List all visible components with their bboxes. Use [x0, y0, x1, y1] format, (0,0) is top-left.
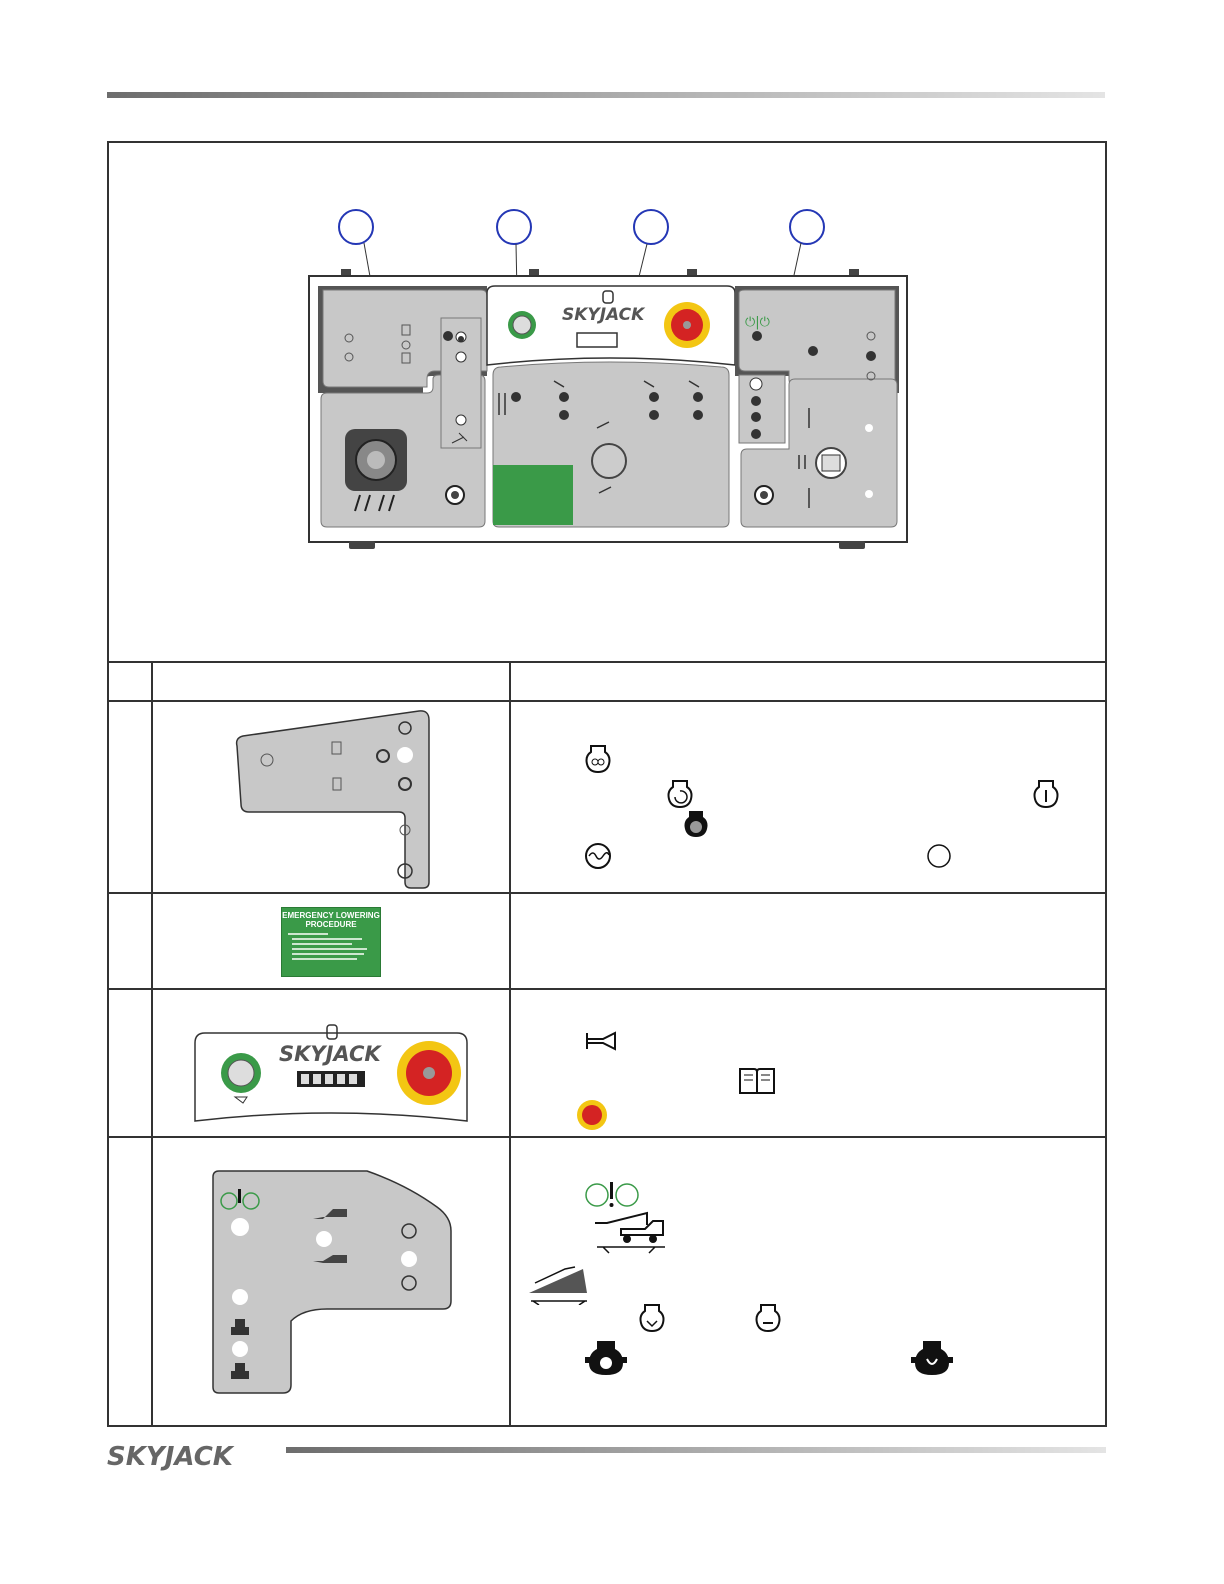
table-top-border	[109, 661, 1105, 663]
manual-book-icon	[737, 1065, 777, 1097]
console-brand: SKYJACK	[562, 305, 645, 325]
emergency-lowering-decal	[281, 907, 381, 977]
table-header-border	[109, 700, 1105, 702]
emergency-decal-title-2: PROCEDURE	[305, 920, 357, 929]
center-plate-decal	[191, 1021, 471, 1131]
axle-unlocked-icon	[909, 1337, 955, 1379]
boom-swing-icon	[591, 1209, 671, 1259]
document-frame	[107, 141, 1107, 1427]
console-body	[309, 269, 907, 549]
header-rule	[107, 92, 1105, 98]
row-1-border	[109, 892, 1105, 894]
engine-glow-plug-icon	[583, 742, 613, 774]
speed-high-icon	[637, 1301, 667, 1333]
emergency-decal-title-1: EMERGENCY LOWERING	[282, 911, 380, 920]
empty-circle-icon	[925, 842, 953, 870]
footer-logo	[107, 1437, 277, 1471]
footer-rule	[286, 1447, 1106, 1453]
control-console-figure	[109, 143, 1105, 661]
row-2-border	[109, 988, 1105, 990]
axle-locked-icon	[583, 1337, 629, 1379]
horn-icon	[583, 1029, 619, 1053]
emergency-stop-icon	[575, 1098, 609, 1132]
speed-low-icon	[753, 1301, 783, 1333]
left-panel-decal	[229, 706, 439, 890]
power-drive-indicator-icon	[583, 1179, 641, 1211]
center-plate-brand: SKYJACK	[279, 1042, 381, 1066]
column-divider-2	[509, 661, 511, 1425]
power-on-icon	[1031, 777, 1061, 809]
generator-icon	[583, 841, 613, 871]
svg-text:⏻|⏻: ⏻|⏻	[745, 315, 770, 330]
slope-drive-icon	[525, 1257, 593, 1305]
column-divider-1	[151, 661, 153, 1425]
row-3-border	[109, 1136, 1105, 1138]
footer-brand: SKYJACK	[107, 1442, 233, 1471]
engine-fault-icon	[681, 807, 711, 841]
right-panel-decal	[207, 1167, 457, 1395]
engine-start-icon	[665, 777, 695, 809]
